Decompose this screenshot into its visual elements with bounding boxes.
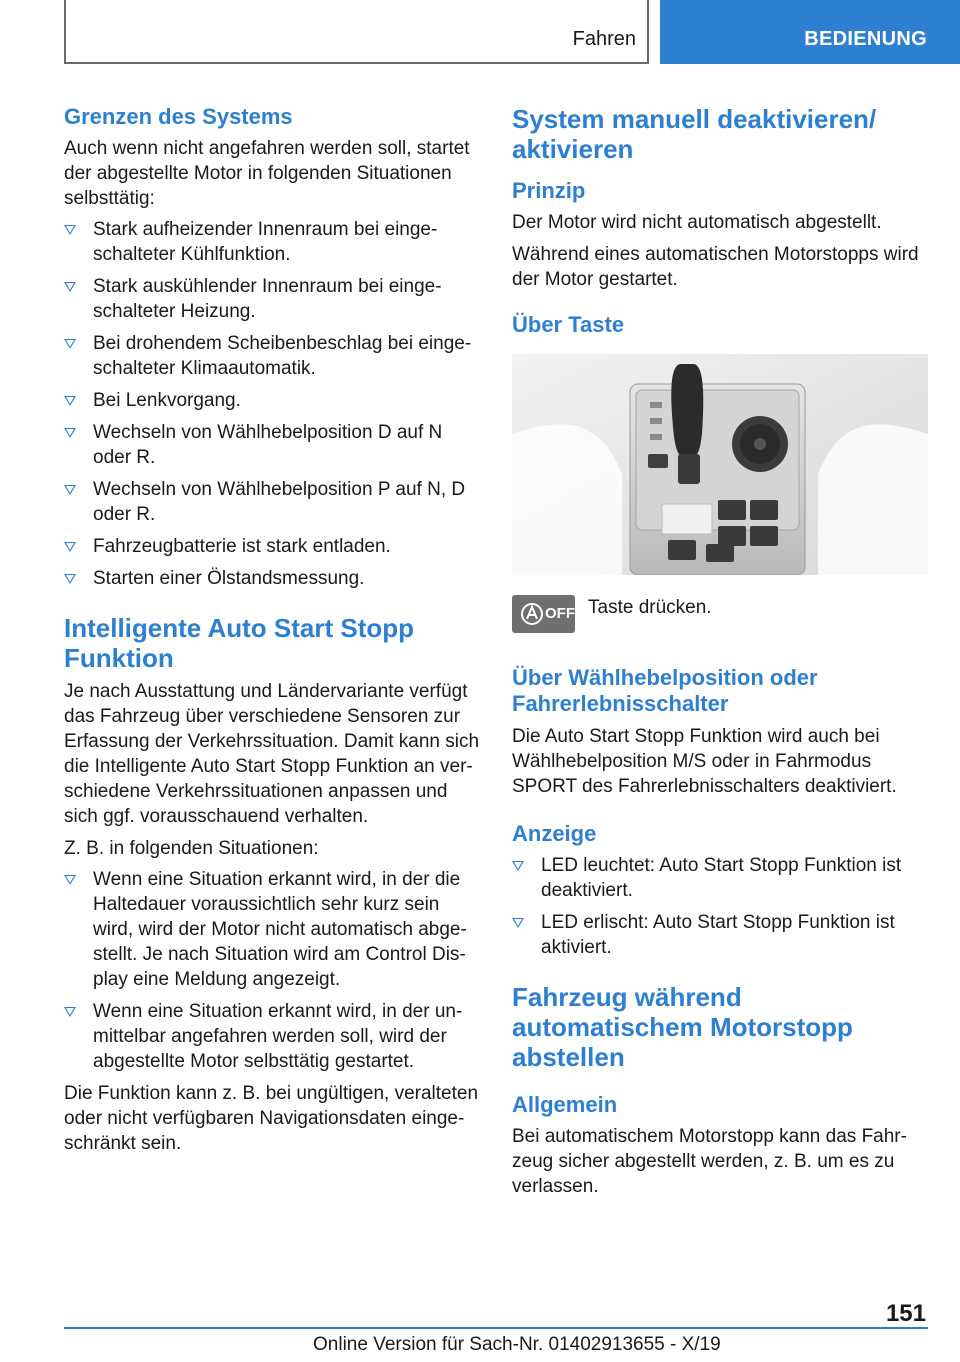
example-list (64, 867, 480, 1074)
bullet-triangle-icon (64, 1007, 76, 1017)
right-column (512, 100, 930, 1199)
list-item: Wechseln von Wählhebelposition D auf N oder R. (64, 420, 480, 470)
selector-heading: Über Wählhebelposition oder Fahrerlebnisschalter (512, 665, 818, 716)
list-item: Bei drohendem Scheibenbeschlag bei einge-schalteter Klimaautomatik. (64, 331, 480, 381)
bullet-triangle-icon (64, 485, 76, 495)
park-heading: Fahrzeug während automatischem Motorstopp abstellen (512, 982, 853, 1072)
auto-start-stop-off-key-icon (512, 595, 575, 633)
bullet-triangle-icon (512, 861, 524, 871)
general-heading: Allgemein (512, 1092, 618, 1117)
list-item: Wenn eine Situation erkannt wird, in der die Haltedauer voraussichtlich sehr kurz sein wird, wird der Motor nicht automatisch abge-stellt. Je nach Situation wird am Control Dis-play eine Meldung angezeigt. (64, 867, 480, 992)
intelligent-text: Je nach Ausstattung und Ländervariante verfügt das Fahrzeug über verschiedene Sensoren zur Erfassung der Verkehrssituation. Damit kann sich die Intelligente Auto Start Stopp Funktion an ver-schiedene Verkehrssituationen anpassen und sich ggf. vorausschauend verhalten. (64, 681, 480, 827)
principle-text-1: Der Motor wird nicht automatisch abgestellt. (512, 212, 882, 233)
center-console-photo (512, 354, 928, 575)
list-item: Stark auskühlender Innenraum bei einge-schalteter Heizung. (64, 274, 480, 324)
example-intro: Z. B. in folgenden Situationen: (64, 838, 319, 859)
header-chapter-label: BEDIENUNG (804, 28, 927, 50)
bullet-triangle-icon (512, 918, 524, 928)
online-version-text: Online Version für Sach-Nr. 01402913655 - X/19 (313, 1334, 721, 1355)
bullet-triangle-icon (64, 574, 76, 584)
list-item: Bei Lenkvorgang. (64, 388, 480, 413)
closing-text: Die Funktion kann z. B. bei ungültigen, veralteten oder nicht verfügbaren Navigationsdaten einge-schränkt sein. (64, 1083, 479, 1154)
button-heading: Über Taste (512, 312, 625, 337)
list-item: Fahrzeugbatterie ist stark entladen. (64, 534, 480, 559)
bullet-triangle-icon (64, 225, 76, 235)
list-item: Wenn eine Situation erkannt wird, in der un-mittelbar angefahren werden soll, wird der abgestellte Motor selbsttätig gestartet. (64, 999, 480, 1074)
list-item: LED leuchtet: Auto Start Stopp Funktion ist deaktiviert. (512, 853, 930, 903)
list-item: LED erlischt: Auto Start Stopp Funktion ist aktiviert. (512, 910, 930, 960)
center-console-illustration (512, 354, 928, 575)
left-column (64, 100, 480, 1156)
list-item: Starten einer Ölstandsmessung. (64, 566, 480, 591)
bullet-triangle-icon (64, 339, 76, 349)
limits-heading: Grenzen des Systems (64, 104, 293, 129)
display-list (512, 853, 930, 960)
intelligent-heading: Intelligente Auto Start Stopp Funktion (64, 613, 415, 673)
principle-heading: Prinzip (512, 178, 586, 203)
limits-list (64, 217, 480, 591)
key-press-text: Taste drücken. (588, 597, 712, 618)
principle-text-2: Während eines automatischen Motorstopps wird der Motor gestartet. (512, 244, 919, 290)
header-chapter-tab (660, 0, 960, 64)
bullet-triangle-icon (64, 875, 76, 885)
general-text: Bei automatischem Motorstopp kann das Fahr-zeug sicher abgestellt werden, z. B. um es zu verlassen. (512, 1126, 907, 1197)
bullet-triangle-icon (64, 428, 76, 438)
header-section-title: Fahren (572, 28, 636, 50)
page-number: 151 (885, 1300, 926, 1327)
bullet-triangle-icon (64, 542, 76, 552)
list-item: Stark aufheizender Innenraum bei einge-schalteter Kühlfunktion. (64, 217, 480, 267)
manual-heading: System manuell deaktivieren/ aktivieren (512, 104, 877, 164)
header-frame (64, 0, 649, 64)
bullet-triangle-icon (64, 282, 76, 292)
bullet-triangle-icon (64, 396, 76, 406)
key-instruction-row (512, 595, 930, 655)
key-icon-label: OFF (545, 605, 575, 622)
list-item: Wechseln von Wählhebelposition P auf N, D oder R. (64, 477, 480, 527)
footer-divider (64, 1327, 928, 1329)
display-heading: Anzeige (512, 821, 597, 846)
selector-text: Die Auto Start Stopp Funktion wird auch bei Wählhebelposition M/S oder in Fahrmodus SPORT des Fahrerlebnisschalters deaktiviert. (512, 726, 897, 797)
limits-intro: Auch wenn nicht angefahren werden soll, startet der abgestellte Motor in folgenden Situationen selbsttätig: (64, 138, 470, 209)
